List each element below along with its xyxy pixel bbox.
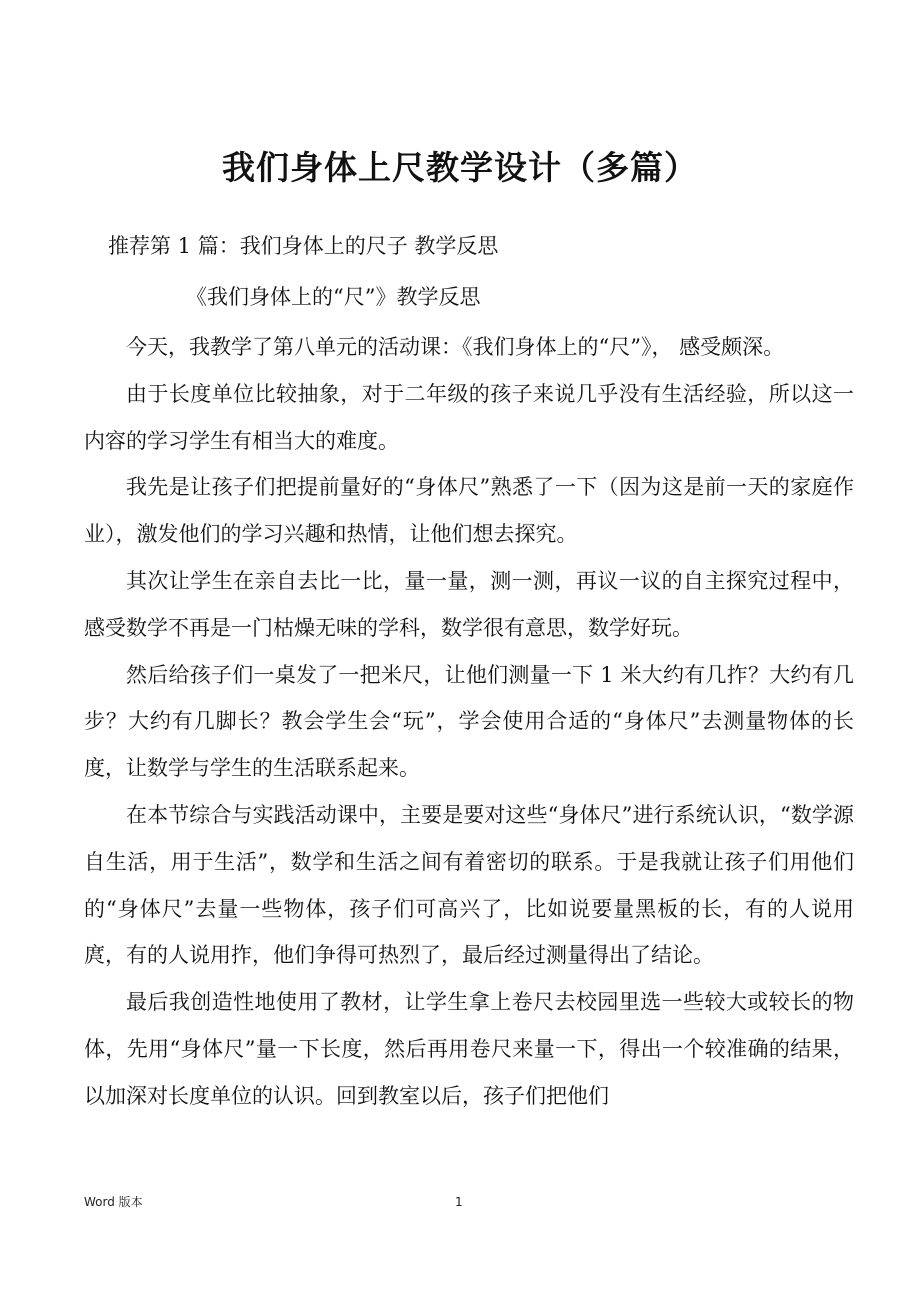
document-title: 我们身体上尺教学设计（多篇） bbox=[222, 148, 698, 187]
paragraph: 然后给孩子们一桌发了一把米尺，让他们测量一下 1 米大约有几拃？大约有几步？大约有几脚长？教会学生会“玩”，学会使用合适的“身体尺”去测量物体的长度，让数学与学生的生活联系起来。 bbox=[84, 662, 854, 781]
paragraph: 今天，我教学了第八单元的活动课：《我们身体上的“尺”》， 感受颇深。 bbox=[126, 335, 785, 359]
body-text bbox=[84, 324, 854, 1120]
paragraph: 我先是让孩子们把提前量好的“身体尺”熟悉了一下（因为这是前一天的家庭作业），激发他们的学习兴趣和热情，让他们想去探究。 bbox=[84, 475, 854, 547]
paragraph: 其次让学生在亲自去比一比，量一量，测一测，再议一议的自主探究过程中，感受数学不再是一门枯燥无味的学科，数学很有意思，数学好玩。 bbox=[84, 568, 854, 640]
paragraph: 由于长度单位比较抽象，对于二年级的孩子来说几乎没有生活经验，所以这一内容的学习学生有相当大的难度。 bbox=[84, 381, 854, 453]
section-heading: 《我们身体上的“尺”》教学反思 bbox=[186, 285, 481, 309]
paragraph: 最后我创造性地使用了教材，让学生拿上卷尺去校园里选一些较大或较长的物体，先用“身体尺”量一下长度，然后再用卷尺来量一下，得出一个较准确的结果，以加深对长度单位的认识。回到教室以后，孩子们把他们 bbox=[84, 990, 854, 1108]
document-subtitle: 推荐第 1 篇：我们身体上的尺子 教学反思 bbox=[108, 234, 499, 258]
footer-label: Word 版本 bbox=[84, 1195, 143, 1209]
page-number: 1 bbox=[455, 1195, 463, 1209]
paragraph: 在本节综合与实践活动课中，主要是要对这些“身体尺”进行系统认识，“数学源自生活，用于生活”，数学和生活之间有着密切的联系。于是我就让孩子们用他们的“身体尺”去量一些物体，孩子们可高兴了，比如说要量黑板的长，有的人说用庹，有的人说用拃，他们争得可热烈了，最后经过测量得出了结论。 bbox=[84, 802, 854, 968]
